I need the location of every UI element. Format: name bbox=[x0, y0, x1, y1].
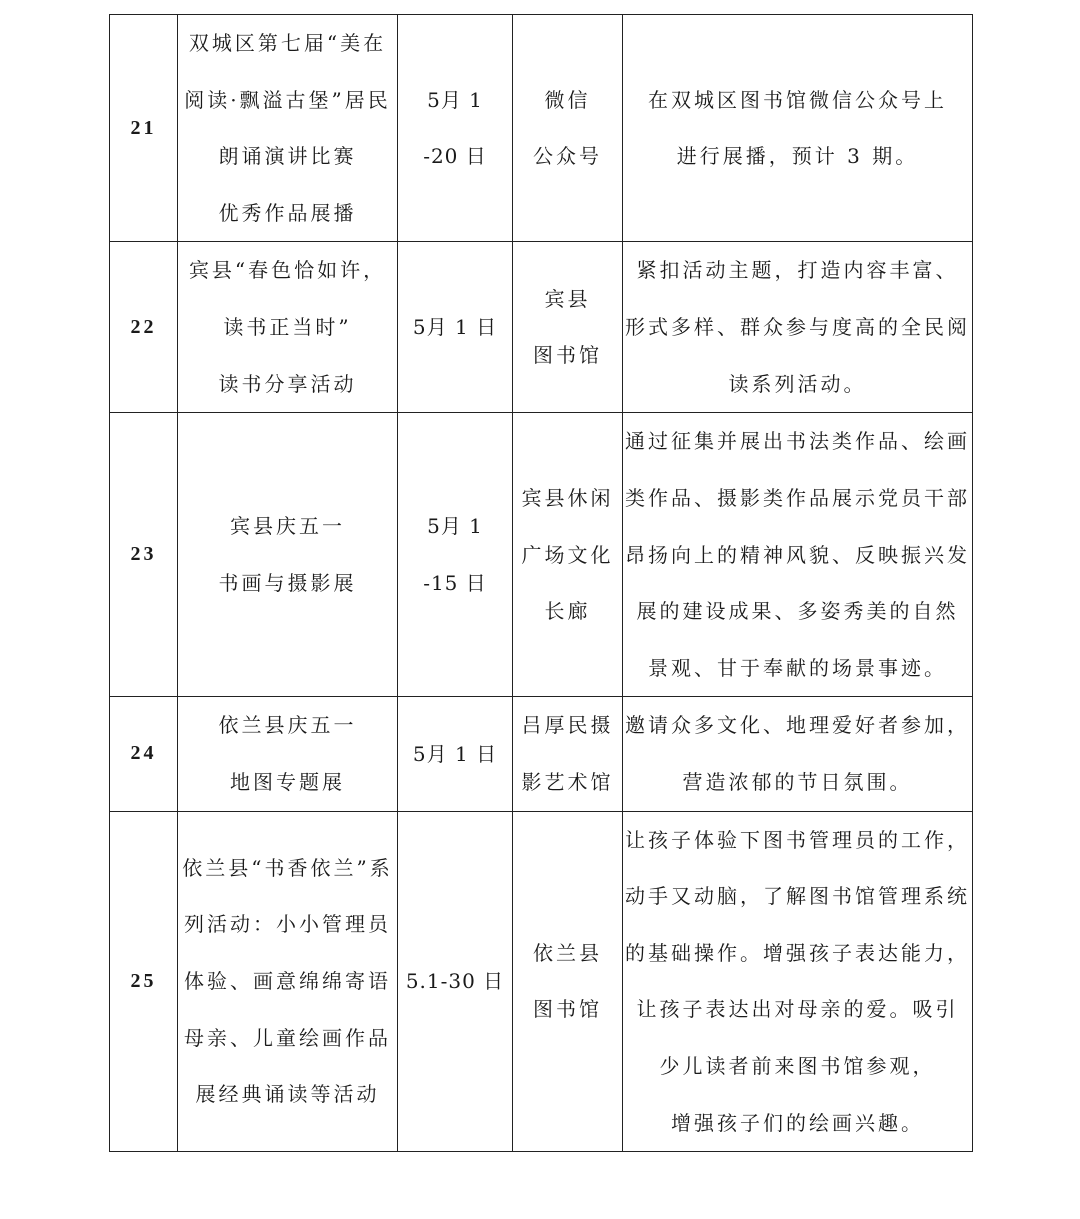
activity-name-cell bbox=[178, 242, 398, 413]
activity-name-line: 宾县庆五一 bbox=[230, 514, 345, 539]
activity-name-cell bbox=[178, 413, 398, 697]
activity-description-line: 展的建设成果、多姿秀美的自然 bbox=[636, 599, 959, 624]
activity-name-line: 双城区第七届“美在 bbox=[188, 31, 387, 55]
activity-name-cell bbox=[178, 811, 398, 1152]
activity-venue-cell bbox=[513, 811, 623, 1152]
activity-date-line: 5.1-30 日 bbox=[405, 969, 505, 994]
activity-description-line: 读系列活动。 bbox=[728, 371, 867, 396]
table-row bbox=[110, 15, 973, 242]
activity-name-line: 展经典诵读等活动 bbox=[195, 1082, 380, 1107]
activity-venue-line: 吕厚民摄 bbox=[521, 713, 614, 738]
activity-description-line: 形式多样、群众参与度高的全民阅 bbox=[625, 315, 970, 340]
activity-venue-line: 公众号 bbox=[533, 144, 602, 169]
activity-name-cell bbox=[178, 697, 398, 811]
activity-date-line: 5月 1 日 bbox=[412, 741, 498, 766]
activity-name-line: 阅读·飘溢古堡”居民 bbox=[184, 87, 391, 112]
activity-description-cell bbox=[623, 413, 973, 697]
activity-date-line: 5月 1 bbox=[427, 514, 483, 539]
activity-description-line: 景观、甘于奉献的场景事迹。 bbox=[648, 655, 947, 680]
activity-name-line: 体验、画意绵绵寄语 bbox=[184, 969, 391, 994]
row-number-cell: 23 bbox=[110, 413, 178, 697]
activity-venue-line: 广场文化 bbox=[521, 542, 614, 567]
activity-description-line: 动手又动脑，了解图书馆管理系统 bbox=[625, 884, 970, 909]
activity-venue-cell bbox=[513, 15, 623, 242]
row-number-cell: 24 bbox=[110, 697, 178, 811]
row-number-cell: 25 bbox=[110, 811, 178, 1152]
activity-date-cell bbox=[398, 242, 513, 413]
activity-name-line: 读书正当时” bbox=[223, 315, 352, 340]
activity-name-line: 书画与摄影展 bbox=[218, 570, 357, 595]
activity-description-line: 进行展播，预计 3 期。 bbox=[676, 144, 919, 169]
activity-venue-line: 微信 bbox=[544, 87, 591, 112]
activity-description-cell bbox=[623, 697, 973, 811]
activity-date-line: 5月 1 日 bbox=[412, 315, 498, 340]
activity-description-cell bbox=[623, 811, 973, 1152]
activity-description-line: 的基础操作。增强孩子表达能力， bbox=[625, 940, 970, 965]
activity-venue-cell bbox=[513, 697, 623, 811]
activity-name-cell bbox=[178, 15, 398, 242]
activity-description-line: 昂扬向上的精神风貌、反映振兴发 bbox=[625, 542, 970, 567]
activity-description-line: 营造浓郁的节日氛围。 bbox=[682, 769, 913, 794]
activity-date-cell bbox=[398, 15, 513, 242]
activity-venue-line: 依兰县 bbox=[533, 940, 602, 965]
activity-date-cell bbox=[398, 413, 513, 697]
activity-table-body bbox=[110, 15, 973, 1152]
table-row bbox=[110, 811, 973, 1152]
activity-description-line: 紧扣活动主题，打造内容丰富、 bbox=[636, 258, 959, 283]
row-number-cell: 22 bbox=[110, 242, 178, 413]
activity-venue-line: 长廊 bbox=[544, 599, 591, 624]
table-row bbox=[110, 413, 973, 697]
activity-date-cell bbox=[398, 811, 513, 1152]
activity-name-line: 读书分享活动 bbox=[218, 371, 357, 396]
activity-date-line: 5月 1 bbox=[427, 87, 483, 112]
activity-venue-line: 宾县 bbox=[544, 286, 591, 311]
activity-table bbox=[109, 14, 973, 1152]
activity-date-line: -15 日 bbox=[423, 570, 487, 595]
activity-venue-cell bbox=[513, 413, 623, 697]
activity-date-cell bbox=[398, 697, 513, 811]
activity-name-line: 列活动：小小管理员 bbox=[184, 912, 391, 937]
activity-description-line: 少儿读者前来图书馆参观， bbox=[659, 1053, 936, 1078]
activity-description-line: 邀请众多文化、地理爱好者参加， bbox=[625, 713, 970, 738]
activity-description-cell bbox=[623, 242, 973, 413]
activity-description-line: 让孩子表达出对母亲的爱。吸引 bbox=[636, 997, 959, 1022]
activity-name-line: 母亲、儿童绘画作品 bbox=[184, 1025, 391, 1050]
activity-description-line: 在双城区图书馆微信公众号上 bbox=[648, 87, 947, 112]
activity-description-line: 类作品、摄影类作品展示党员干部 bbox=[625, 485, 970, 510]
activity-name-line: 朗诵演讲比赛 bbox=[218, 144, 357, 169]
activity-name-line: 优秀作品展播 bbox=[218, 200, 357, 225]
activity-venue-line: 影艺术馆 bbox=[521, 769, 614, 794]
table-row bbox=[110, 242, 973, 413]
activity-venue-line: 宾县休闲 bbox=[521, 485, 614, 510]
table-row bbox=[110, 697, 973, 811]
activity-description-line: 增强孩子们的绘画兴趣。 bbox=[671, 1110, 924, 1135]
activity-name-line: 依兰县“书香依兰”系 bbox=[182, 855, 393, 880]
activity-date-line: -20 日 bbox=[423, 144, 487, 169]
activity-name-line: 依兰县庆五一 bbox=[218, 713, 357, 738]
activity-description-cell bbox=[623, 15, 973, 242]
activity-venue-line: 图书馆 bbox=[533, 343, 602, 368]
row-number-cell: 21 bbox=[110, 15, 178, 242]
activity-name-line: 宾县“春色恰如许， bbox=[188, 258, 387, 283]
activity-name-line: 地图专题展 bbox=[230, 769, 345, 794]
activity-venue-line: 图书馆 bbox=[533, 997, 602, 1022]
activity-description-line: 通过征集并展出书法类作品、绘画 bbox=[625, 429, 970, 454]
activity-venue-cell bbox=[513, 242, 623, 413]
activity-description-line: 让孩子体验下图书管理员的工作， bbox=[625, 827, 970, 852]
